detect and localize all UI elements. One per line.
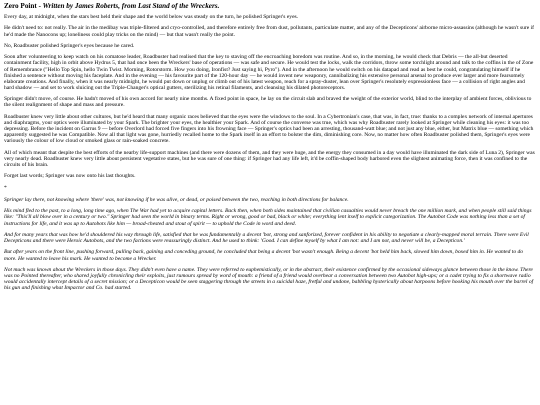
story-body bbox=[4, 14, 536, 292]
paragraph: Not much was known about the Wreckers in those days. They didn't even have a name. They were referred to euphemistically, or in the abstract, their existence confirmed by the occasional sideways glance between those in the know. There was no Pointed thereafter, who shared joyfully chronicling their exploits, just rumours spread by word of mouth: a friend of a friend would overhear a conversation between two Autobot high-ups; or a cadet trying to fix a shortwave radio would accidentally intercept details of a secret mission; or a Decepticon would be seen staggering through the streets in a suicidal haze, fretful and undone, babbling hysterically about harpoons before hooking his mouth over the barrel of his gun and finishing what Impactor and Co. had started. bbox=[4, 266, 534, 292]
story-title: Zero Point bbox=[4, 2, 37, 10]
paragraph: Springer lay there, not knowing where 'there' was, not knowing if he was alive, or dead, or poised between the two, reaching in both directions for balance. bbox=[4, 196, 349, 203]
story-byline: - Written by James Roberts, from Last Stand of the Wreckers. bbox=[36, 2, 220, 10]
story-title-heading bbox=[4, 2, 536, 11]
paragraph: He didn't need to: not really. The air in the medibay was triple-filtered and cryo-controlled, and therefore entirely free from dust, pollutants, particulate matter, and any of the Decepticons' airborne micro-assassins (although he wasn't sure if he'd made the Nanocons up; loneliness could play tricks on the mind) — but that wasn't really the point. bbox=[4, 25, 535, 38]
paragraph: Soon after volunteering to keep watch on his comatose leader, Roadbuster had realised that the key to staving off the encroaching boredom was routine. And so, in the morning, he would check that Debris — the all-but deserted containment facility, high in orbit above Hydrus 5, that had once been the Wreckers' base of operations — was safe and secure. He would test the locks, walk the corridors, throw some torchlight around and talk to the coffins in the of Zone of Remembrance ("Hello Top Spin, hello Twin Twist. Morning, Rotorstorm. How you doing, Ironfist? Just saying hi, Pyro"). And in the afternoon he would switch on his datapad and read as best he could, congratulating himself if he finished a sentence without moving his faceplate. And in the evening — his favourite part of the 120-hour day — he would invent new weaponry, cannibalizing his extensive personal arsenal to produce ever larger and more fearsomely elaborate creations. And finally, when it was nearly midnight, he would put down or unplug or climb out of his latest weapon, reach for a spray-duster, lean over Springer's resolutely expressionless face — a collision of right angles and hard shadow — and set to work sluicing out the Triple-Changer's optical gutters, sterilizing his retinal filaments, and cleansing his dilated photoreceptors. bbox=[4, 54, 534, 91]
paragraph: All of which meant that despite the best efforts of the nearby life-support machines (and there were dozens of them, and they were huge, and the energy they consumed in a day would have illuminated the dark side of Luna 2), Springer was very nearly dead. Roadbuster knew very little about persistent vegetative states, but he was sure of one thing: if Springer had any life left, it'd be coffin-shaped body harbored even the slightest animating force, then it was confined to the circuits of his brain. bbox=[4, 149, 535, 169]
paragraph: And for many years that was how he'd shouldered his way through life, satisfied that he was fundamentally a decent 'bot, strong and sanforized, forever confident in his ability to negotiate a clearly-mapped moral terrain. There were Evil Decepticons and there were Heroic Autobots, and the two factions were reassuringly distinct. And he used to think: 'Good. I can define myself by what I am not: and I am not, and never will be, a Decepticon.' bbox=[4, 231, 529, 245]
paragraph: Every day, at midnight, when the stars best held their shape and the world below was steady on the turn, he polished Springer's eyes. bbox=[4, 14, 299, 20]
section-separator: * bbox=[4, 184, 7, 191]
paragraph: Forget last words; Springer was now onto his last thoughts. bbox=[4, 173, 136, 180]
paragraph: But after years on the front line, pushing forward, pulling back, gaining and conceding ground, he concluded that being a decent 'bot wasn't enough. Being a decent 'bot held him back, slowed him down, boxed him in. He wanted to do more. He wanted to leave his mark. He wanted to become a Wrecker. bbox=[4, 249, 524, 262]
paragraph: No, Roadbuster polished Springer's eyes because he cared. bbox=[4, 42, 135, 49]
paragraph: His mind fled to the past, to a long, long time ago, when The War had yet to acquire capital letters. Back then, when both sides maintained that civilian casualties would never breach the one million mark, and when people still said things like: "This'll all blow over in a century or two." Springer had seen the world in binary terms. Right or wrong, good or bad, black or white; everything lent itself to explicit categorization. The Autobot Code was nothing less than a set of instructions for life, and it was up to Autobots like him — broad-chested and stout of spirit — to uphold the Code in word and deed. bbox=[4, 208, 532, 227]
paragraph: Springer didn't move, of course. He hadn't moved of his own accord for nearly nine months. A fixed point in space, he lay on the circuit slab and braved the weight of the exterior world, blind to the interplay of ambient forces, oblivious to the silent realignment of shape and mass and pressure. bbox=[4, 96, 532, 109]
paragraph: Roadbuster knew very little about other cultures, but he'd heard that many organic races believed that the eyes were the windows to the soul. In a Cybertronian's case, that was, in fact, true: thanks to a complex network of internal apertures and diaphragms, your optics were illuminated by your Spark. The brighter your eyes, the healthier your Spark. And of course the converse was true, which was why Roadbuster rarely looked at Springer while cleaning his eyes: it was too depressing. Before the incident on Garrus 9 — before Overlord had forced five fingers into his frowning face — Springer's optics had been an arresting, thousand-watt blue; and not just any blue, either, but Matrix blue — something which apparently suggested he was Compatible. Now all that light was gone, hurriedly recalled home to the Spark itself in an effort to bolster the dim, diminishing core. Now, no matter how often Roadbuster polished them, Springer's eyes were variously the colour of low cloud or smoked glass or rain-soaked concrete. bbox=[4, 113, 534, 145]
document bbox=[4, 2, 536, 297]
